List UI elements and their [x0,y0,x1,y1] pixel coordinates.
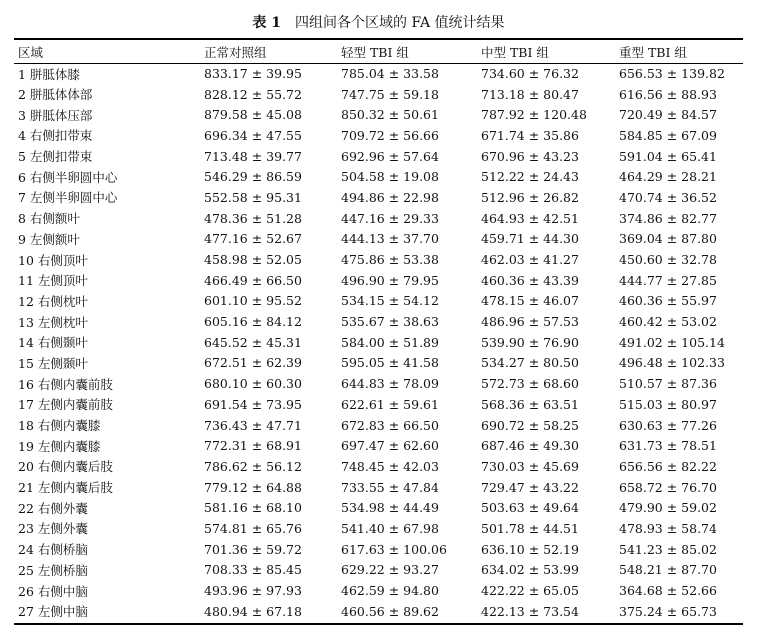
moderate-tbi-cell: 512.22 ± 24.43 [481,169,579,185]
severe-tbi-cell: 584.85 ± 67.09 [619,127,717,143]
region-cell: 11 左侧顶叶 [18,273,88,289]
table-row [14,208,743,229]
bottom-rule [14,623,743,625]
table-row [14,497,743,518]
moderate-tbi-cell: 539.90 ± 76.90 [481,334,579,350]
table-row [14,353,743,374]
severe-tbi-cell: 658.72 ± 76.70 [619,479,717,495]
region-cell: 6 右侧半卵圆中心 [18,169,118,185]
control-group-cell: 478.36 ± 51.28 [204,210,302,226]
table-row [14,125,743,146]
table-row [14,518,743,539]
severe-tbi-cell: 630.63 ± 77.26 [619,417,717,433]
severe-tbi-cell: 479.90 ± 59.02 [619,500,717,516]
mild-tbi-cell: 447.16 ± 29.33 [341,210,439,226]
region-cell: 12 右侧枕叶 [18,293,88,309]
severe-tbi-cell: 631.73 ± 78.51 [619,438,717,454]
region-cell: 26 右侧中脑 [18,583,88,599]
moderate-tbi-cell: 503.63 ± 49.64 [481,500,579,516]
region-cell: 19 左侧内囊膝 [18,438,101,454]
mild-tbi-cell: 629.22 ± 93.27 [341,562,439,578]
region-cell: 25 左侧桥脑 [18,562,88,578]
table-row [14,84,743,105]
region-cell: 7 左侧半卵圆中心 [18,190,118,206]
mild-tbi-cell: 617.63 ± 100.06 [341,541,447,557]
mild-tbi-cell: 672.83 ± 66.50 [341,417,439,433]
region-cell: 5 左侧扣带束 [18,149,93,165]
control-group-cell: 480.94 ± 67.18 [204,603,302,619]
moderate-tbi-cell: 730.03 ± 45.69 [481,458,579,474]
region-cell: 14 右侧颞叶 [18,335,88,351]
region-cell: 21 左侧内囊后肢 [18,480,113,496]
mild-tbi-cell: 462.59 ± 94.80 [341,583,439,599]
mild-tbi-cell: 785.04 ± 33.58 [341,66,439,82]
column-header: 重型 TBI 组 [619,44,687,60]
control-group-cell: 879.58 ± 45.08 [204,107,302,123]
control-group-cell: 680.10 ± 60.30 [204,376,302,392]
control-group-cell: 779.12 ± 64.88 [204,479,302,495]
table-row [14,539,743,560]
severe-tbi-cell: 375.24 ± 65.73 [619,603,717,619]
table-row [14,229,743,250]
severe-tbi-cell: 515.03 ± 80.97 [619,396,717,412]
moderate-tbi-cell: 501.78 ± 44.51 [481,520,579,536]
severe-tbi-cell: 450.60 ± 32.78 [619,252,717,268]
table-row [14,580,743,601]
table-row [14,456,743,477]
column-header: 轻型 TBI 组 [341,44,409,60]
moderate-tbi-cell: 636.10 ± 52.19 [481,541,579,557]
table-row [14,63,743,84]
table-row [14,332,743,353]
region-cell: 8 右侧额叶 [18,211,80,227]
mild-tbi-cell: 535.67 ± 38.63 [341,314,439,330]
severe-tbi-cell: 374.86 ± 82.77 [619,210,717,226]
moderate-tbi-cell: 687.46 ± 49.30 [481,438,579,454]
moderate-tbi-cell: 671.74 ± 35.86 [481,127,579,143]
severe-tbi-cell: 478.93 ± 58.74 [619,520,717,536]
mild-tbi-cell: 622.61 ± 59.61 [341,396,439,412]
severe-tbi-cell: 369.04 ± 87.80 [619,231,717,247]
control-group-cell: 645.52 ± 45.31 [204,334,302,350]
control-group-cell: 828.12 ± 55.72 [204,86,302,102]
fa-statistics-table [14,40,743,622]
mild-tbi-cell: 534.15 ± 54.12 [341,293,439,309]
region-cell: 17 左侧内囊前肢 [18,397,113,413]
moderate-tbi-cell: 422.22 ± 65.05 [481,583,579,599]
region-cell: 16 右侧内囊前肢 [18,376,113,392]
control-group-cell: 552.58 ± 95.31 [204,189,302,205]
moderate-tbi-cell: 568.36 ± 63.51 [481,396,579,412]
moderate-tbi-cell: 729.47 ± 43.22 [481,479,579,495]
control-group-cell: 691.54 ± 73.95 [204,396,302,412]
header-row [14,40,743,63]
severe-tbi-cell: 464.29 ± 28.21 [619,169,717,185]
table-caption [0,12,757,32]
moderate-tbi-cell: 713.18 ± 80.47 [481,86,579,102]
table-row [14,394,743,415]
control-group-cell: 736.43 ± 47.71 [204,417,302,433]
table-row [14,187,743,208]
control-group-cell: 701.36 ± 59.72 [204,541,302,557]
severe-tbi-cell: 720.49 ± 84.57 [619,107,717,123]
table-title: 四组间各个区域的 FA 值统计结果 [295,15,505,31]
table-row [14,373,743,394]
table-row [14,601,743,622]
severe-tbi-cell: 444.77 ± 27.85 [619,272,717,288]
region-cell: 13 左侧枕叶 [18,314,88,330]
mild-tbi-cell: 748.45 ± 42.03 [341,458,439,474]
mild-tbi-cell: 444.13 ± 37.70 [341,231,439,247]
mild-tbi-cell: 733.55 ± 47.84 [341,479,439,495]
control-group-cell: 605.16 ± 84.12 [204,314,302,330]
mild-tbi-cell: 697.47 ± 62.60 [341,438,439,454]
mild-tbi-cell: 534.98 ± 44.49 [341,500,439,516]
table-row [14,435,743,456]
control-group-cell: 493.96 ± 97.93 [204,583,302,599]
control-group-cell: 833.17 ± 39.95 [204,66,302,82]
mild-tbi-cell: 595.05 ± 41.58 [341,355,439,371]
moderate-tbi-cell: 670.96 ± 43.23 [481,148,579,164]
region-cell: 27 左侧中脑 [18,604,88,620]
mild-tbi-cell: 584.00 ± 51.89 [341,334,439,350]
region-cell: 4 右侧扣带束 [18,128,93,144]
severe-tbi-cell: 656.53 ± 139.82 [619,66,725,82]
mild-tbi-cell: 850.32 ± 50.61 [341,107,439,123]
control-group-cell: 601.10 ± 95.52 [204,293,302,309]
column-header: 正常对照组 [204,44,267,60]
region-cell: 18 右侧内囊膝 [18,418,101,434]
mild-tbi-cell: 496.90 ± 79.95 [341,272,439,288]
control-group-cell: 546.29 ± 86.59 [204,169,302,185]
region-cell: 10 右侧顶叶 [18,252,88,268]
severe-tbi-cell: 460.36 ± 55.97 [619,293,717,309]
region-cell: 20 右侧内囊后肢 [18,459,113,475]
table-row [14,560,743,581]
moderate-tbi-cell: 486.96 ± 57.53 [481,314,579,330]
table-row [14,270,743,291]
moderate-tbi-cell: 478.15 ± 46.07 [481,293,579,309]
column-header: 区域 [18,44,44,60]
table-row [14,104,743,125]
mild-tbi-cell: 644.83 ± 78.09 [341,376,439,392]
control-group-cell: 477.16 ± 52.67 [204,231,302,247]
mild-tbi-cell: 460.56 ± 89.62 [341,603,439,619]
control-group-cell: 708.33 ± 85.45 [204,562,302,578]
severe-tbi-cell: 591.04 ± 65.41 [619,148,717,164]
severe-tbi-cell: 460.42 ± 53.02 [619,314,717,330]
severe-tbi-cell: 470.74 ± 36.52 [619,189,717,205]
control-group-cell: 574.81 ± 65.76 [204,520,302,536]
region-cell: 23 左侧外囊 [18,521,88,537]
mild-tbi-cell: 747.75 ± 59.18 [341,86,439,102]
region-cell: 24 右侧桥脑 [18,542,88,558]
table-row [14,146,743,167]
moderate-tbi-cell: 572.73 ± 68.60 [481,376,579,392]
severe-tbi-cell: 541.23 ± 85.02 [619,541,717,557]
table-row [14,311,743,332]
severe-tbi-cell: 510.57 ± 87.36 [619,376,717,392]
severe-tbi-cell: 364.68 ± 52.66 [619,583,717,599]
moderate-tbi-cell: 734.60 ± 76.32 [481,66,579,82]
mild-tbi-cell: 475.86 ± 53.38 [341,252,439,268]
severe-tbi-cell: 548.21 ± 87.70 [619,562,717,578]
moderate-tbi-cell: 459.71 ± 44.30 [481,231,579,247]
control-group-cell: 581.16 ± 68.10 [204,500,302,516]
mild-tbi-cell: 494.86 ± 22.98 [341,189,439,205]
region-cell: 22 右侧外囊 [18,500,88,516]
table-row [14,477,743,498]
table-row [14,249,743,270]
control-group-cell: 466.49 ± 66.50 [204,272,302,288]
control-group-cell: 786.62 ± 56.12 [204,458,302,474]
moderate-tbi-cell: 422.13 ± 73.54 [481,603,579,619]
moderate-tbi-cell: 690.72 ± 58.25 [481,417,579,433]
moderate-tbi-cell: 462.03 ± 41.27 [481,252,579,268]
mild-tbi-cell: 504.58 ± 19.08 [341,169,439,185]
moderate-tbi-cell: 534.27 ± 80.50 [481,355,579,371]
mild-tbi-cell: 709.72 ± 56.66 [341,127,439,143]
table-row [14,415,743,436]
severe-tbi-cell: 616.56 ± 88.93 [619,86,717,102]
control-group-cell: 672.51 ± 62.39 [204,355,302,371]
severe-tbi-cell: 656.56 ± 82.22 [619,458,717,474]
column-header: 中型 TBI 组 [481,44,549,60]
moderate-tbi-cell: 460.36 ± 43.39 [481,272,579,288]
table-body [14,63,743,622]
region-cell: 1 胼胝体膝 [18,66,80,82]
region-cell: 2 胼胝体体部 [18,87,93,103]
table-row [14,291,743,312]
region-cell: 9 左侧额叶 [18,231,80,247]
control-group-cell: 458.98 ± 52.05 [204,252,302,268]
table-number: 表 1 [252,15,282,31]
mild-tbi-cell: 541.40 ± 67.98 [341,520,439,536]
severe-tbi-cell: 491.02 ± 105.14 [619,334,725,350]
moderate-tbi-cell: 512.96 ± 26.82 [481,189,579,205]
severe-tbi-cell: 496.48 ± 102.33 [619,355,725,371]
control-group-cell: 772.31 ± 68.91 [204,438,302,454]
moderate-tbi-cell: 464.93 ± 42.51 [481,210,579,226]
table-row [14,166,743,187]
control-group-cell: 696.34 ± 47.55 [204,127,302,143]
mild-tbi-cell: 692.96 ± 57.64 [341,148,439,164]
region-cell: 15 左侧颞叶 [18,355,88,371]
moderate-tbi-cell: 634.02 ± 53.99 [481,562,579,578]
moderate-tbi-cell: 787.92 ± 120.48 [481,107,587,123]
region-cell: 3 胼胝体压部 [18,107,93,123]
control-group-cell: 713.48 ± 39.77 [204,148,302,164]
